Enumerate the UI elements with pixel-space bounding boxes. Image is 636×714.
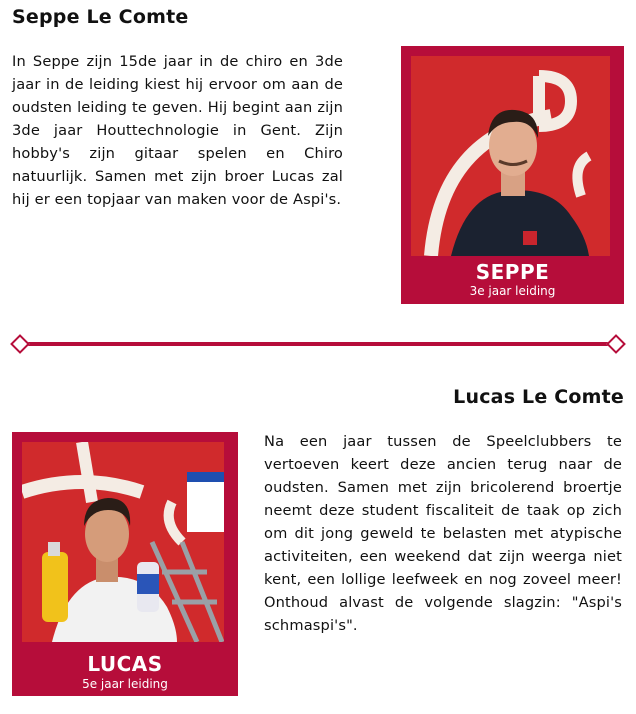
lucas-portrait-image: [22, 442, 224, 642]
profile-name-lucas: Lucas Le Comte: [453, 386, 624, 408]
card-name-seppe: SEPPE: [475, 260, 550, 284]
card-role-seppe: 3e jaar leiding: [469, 284, 556, 298]
profile-name-seppe: Seppe Le Comte: [12, 6, 189, 28]
profile-bio-lucas: Na een jaar tussen de Speelclubbers te vertoeven keert deze ancien terug naar de oudsten. Samen met zijn bricolerend broertje neemt deze student fiscaliteit de taak op zich om dit jong geweld te belasten met atypische activiteiten, een weekend dat zijn weerga niet kent, een lollige leefweek en nog zoveel meer! Onthoud alvast de volgende slagzin: "Aspi's schmaspi's".: [264, 433, 622, 634]
card-role-lucas: 5e jaar leiding: [82, 677, 168, 691]
profile-card-lucas: [12, 432, 238, 696]
profile-bio-seppe: In Seppe zijn 15de jaar in de chiro en 3de jaar in de leiding kiest hij ervoor om aan de oudsten leiding te geven. Hij begint aan zijn 3de jaar Houttechnologie in Gent. Zijn hobby's zijn gitaar spelen en Chiro natuurlijk. Samen met zijn broer Lucas zal hij er een topjaar van maken voor de Aspi's.: [12, 53, 343, 208]
profile-card-seppe: [401, 46, 624, 304]
divider-left-diamond-icon: [10, 334, 30, 354]
profile-photo-lucas: [22, 442, 224, 642]
card-name-lucas: LUCAS: [87, 652, 163, 676]
profile-photo-seppe: [411, 56, 610, 256]
divider-right-diamond-icon: [606, 334, 626, 354]
seppe-portrait-image: [411, 56, 610, 256]
section-divider: [20, 342, 616, 346]
